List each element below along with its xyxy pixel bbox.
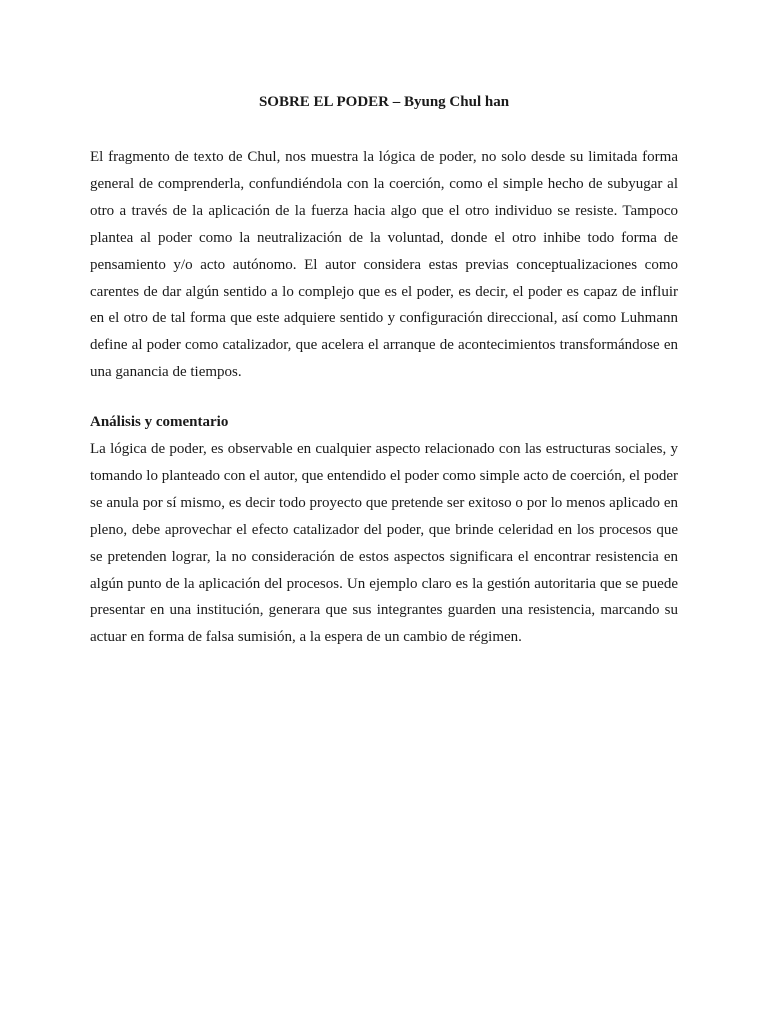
section-heading-analysis: Análisis y comentario (90, 414, 229, 430)
paragraph-summary: El fragmento de texto de Chul, nos muestra la lógica de poder, no solo desde su limitada forma general de comprenderla, confundiéndola con la coerción, como el simple hecho de subyugar al otro a través de la aplicación de la fuerza hacia algo que el otro individuo se resiste. Tampoco plantea al poder como la neutralización de la voluntad, donde el otro inhibe todo forma de pensamiento y/o acto autónomo. El autor considera estas previas conceptualizaciones como carentes de dar algún sentido a lo complejo que es el poder, es decir, el poder es capaz de influir en el otro de tal forma que este adquiere sentido y configuración direccional, así como Luhmann define al poder como catalizador, que acelera el arranque de acontecimientos transformándose en una ganancia de tiempos. (90, 149, 678, 381)
paragraph-analysis: La lógica de poder, es observable en cualquier aspecto relacionado con las estructuras sociales, y tomando lo planteado con el autor, que entendido el poder como simple acto de coerción, el poder se anula por sí mismo, es decir todo proyecto que pretende ser exitoso o por lo menos aplicado en pleno, debe aprovechar el efecto catalizador del poder, que brinde celeridad en los procesos que se pretenden lograr, la no consideración de estos aspectos significara el encontrar resistencia en algún punto de la aplicación del procesos. Un ejemplo claro es la gestión autoritaria que se puede presentar en una institución, generara que sus integrantes guarden una resistencia, marcando su actuar en forma de falsa sumisión, a la espera de un cambio de régimen. (90, 441, 678, 646)
document-title: SOBRE EL PODER – Byung Chul han (258, 94, 510, 110)
